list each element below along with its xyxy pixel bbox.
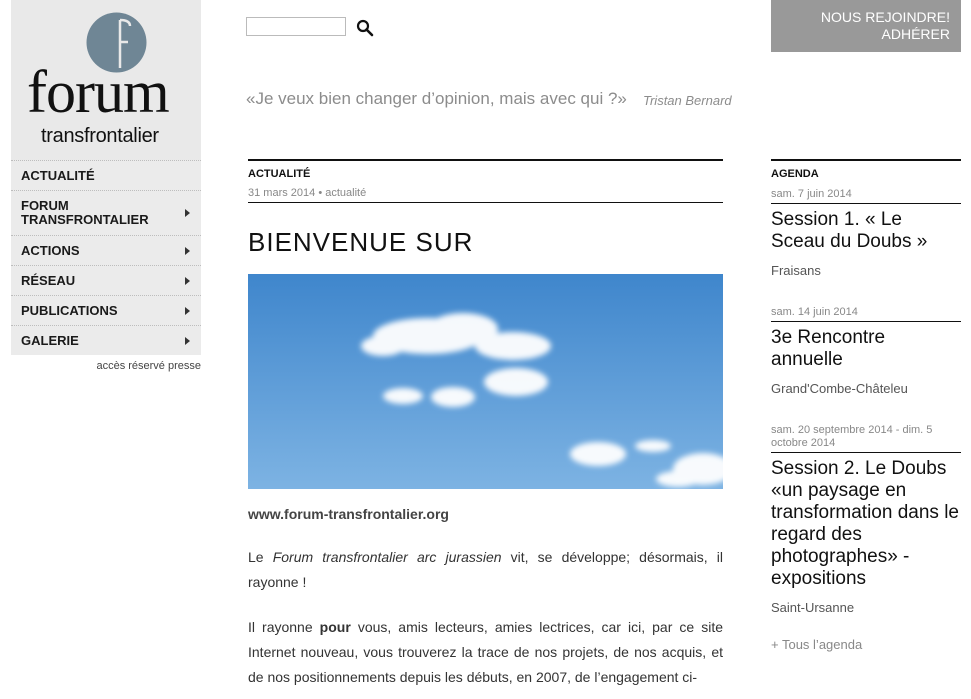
post-title: BIENVENUE SUR <box>248 227 474 257</box>
join-button[interactable] <box>771 0 961 52</box>
sidebar <box>11 0 201 372</box>
paragraph-2 <box>248 615 723 690</box>
agenda-heading: AGENDA <box>771 159 961 180</box>
logo[interactable] <box>11 0 201 160</box>
main-nav <box>11 160 201 355</box>
post-meta: 31 mars 2014 • actualité <box>248 187 723 203</box>
event-date: sam. 20 septembre 2014 - dim. 5 octobre 2014 <box>771 424 961 453</box>
event-place: Saint-Ursanne <box>771 600 855 615</box>
p1-emphasis: Forum transfrontalier arc jurassien <box>272 549 502 565</box>
join-line-2: ADHÉRER <box>881 26 950 42</box>
nav-item-reseau[interactable] <box>11 265 201 295</box>
event-title[interactable]: Session 2. Le Doubs «un paysage en transformation dans le regard des photographes» - expositions <box>771 458 959 589</box>
section-heading: ACTUALITÉ <box>248 159 723 180</box>
quote-text: «Je veux bien changer d’opinion, mais avec qui ?» <box>246 89 627 108</box>
nav-item-label: ACTIONS <box>21 243 80 258</box>
agenda-event <box>771 306 961 396</box>
quote-author: Tristan Bernard <box>643 93 732 108</box>
paragraph-1 <box>248 545 723 595</box>
nav-item-label: FORUM TRANSFRONTALIER <box>21 198 149 227</box>
site-url-link[interactable]: www.forum-transfrontalier.org <box>248 506 449 522</box>
p2-end: vous, amis lecteurs, amies lectrices, car ici, par ce site Internet nouveau, vous trouverez la trace de nos projets, de nos acquis, et de nos positionnements depuis les débuts, en 2007, de l’engagement ci- <box>248 619 723 685</box>
agenda-sidebar <box>771 159 961 652</box>
caret-right-icon <box>185 307 190 315</box>
nav-item-galerie[interactable] <box>11 325 201 355</box>
nav-item-actions[interactable] <box>11 235 201 265</box>
agenda-event <box>771 424 961 615</box>
p2-bold: pour <box>319 619 351 635</box>
caret-right-icon <box>185 209 190 217</box>
nav-item-actualite[interactable] <box>11 160 201 190</box>
search-input[interactable] <box>246 17 346 36</box>
event-date: sam. 14 juin 2014 <box>771 306 961 322</box>
event-date: sam. 7 juin 2014 <box>771 188 961 204</box>
event-title[interactable]: Session 1. « Le Sceau du Doubs » <box>771 209 928 252</box>
press-access-link[interactable]: accès réservé presse <box>96 360 201 372</box>
agenda-event <box>771 188 961 278</box>
nav-item-label: PUBLICATIONS <box>21 303 118 318</box>
nav-item-label: ACTUALITÉ <box>21 168 95 183</box>
nav-item-forum-transfrontalier[interactable] <box>11 190 201 235</box>
main-content <box>248 159 723 690</box>
caret-right-icon <box>185 337 190 345</box>
search-icon[interactable] <box>356 19 374 37</box>
nav-item-label: RÉSEAU <box>21 273 76 288</box>
event-place: Grand'Combe-Châteleu <box>771 381 908 396</box>
join-line-1: NOUS REJOINDRE! <box>820 9 950 25</box>
all-agenda-link[interactable]: + Tous l’agenda <box>771 637 863 652</box>
nav-item-publications[interactable] <box>11 295 201 325</box>
p1-end: vit, se développe; désormais, il rayonne ! <box>248 549 723 590</box>
nav-item-label: GALERIE <box>21 333 79 348</box>
p1-start: Le <box>248 549 273 565</box>
logo-subtitle: transfrontalier <box>41 125 159 147</box>
p2-start: Il rayonne <box>248 619 320 635</box>
logo-wordmark: forum <box>27 59 169 125</box>
caret-right-icon <box>185 277 190 285</box>
event-place: Fraisans <box>771 263 821 278</box>
caret-right-icon <box>185 247 190 255</box>
event-title[interactable]: 3e Rencontre annuelle <box>771 327 886 370</box>
hero-sky-image <box>248 274 723 489</box>
